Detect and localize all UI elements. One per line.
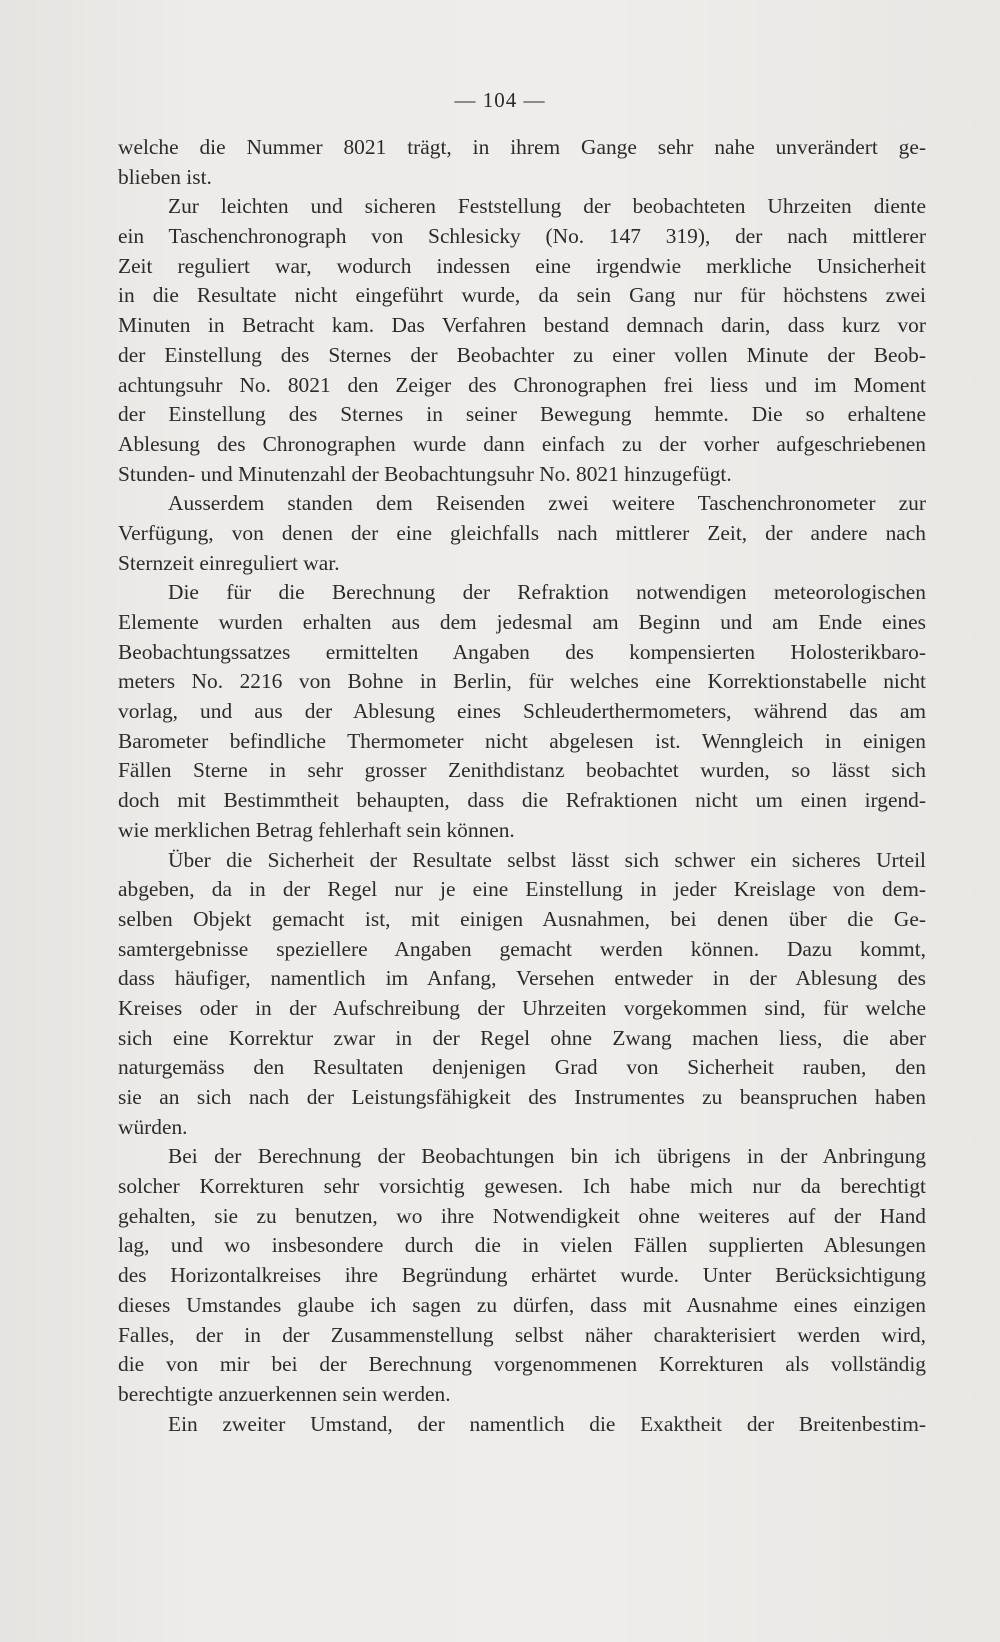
- text-line: Stunden- und Minutenzahl der Beobachtungsuhr No. 8021 hinzugefügt.: [118, 461, 732, 486]
- text-line: wie merklichen Betrag fehlerhaft sein können.: [118, 817, 515, 842]
- text-line: berechtigte anzuerkennen sein werden.: [118, 1381, 451, 1406]
- text-line: Bei der Berechnung der Beobachtungen bin ich übrigens in der Anbringung: [168, 1144, 926, 1169]
- text-line: selben Objekt gemacht ist, mit einigen Ausnahmen, bei denen über die Ge-: [118, 906, 926, 931]
- text-line: samtergebnisse speziellere Angaben gemacht werden können. Dazu kommt,: [118, 936, 926, 961]
- text-line: welche die Nummer 8021 trägt, in ihrem Gange sehr nahe unverändert ge-: [118, 135, 926, 159]
- text-line: achtungsuhr No. 8021 den Zeiger des Chronographen frei liess und im Moment: [118, 372, 926, 397]
- text-line: würden.: [118, 1114, 188, 1139]
- text-line: in die Resultate nicht eingeführt wurde, da sein Gang nur für höchstens zwei: [118, 283, 926, 308]
- text-line: meters No. 2216 von Bohne in Berlin, für welches eine Korrektionstabelle nicht: [118, 669, 926, 694]
- text-line: sie an sich nach der Leistungsfähigkeit des Instrumentes zu beanspruchen haben: [118, 1085, 926, 1109]
- text-line: lag, und wo insbesondere durch die in vielen Fällen supplierten Ablesungen: [118, 1233, 926, 1258]
- text-line: abgeben, da in der Regel nur je eine Einstellung in jeder Kreislage von dem-: [118, 877, 926, 902]
- text-line: Zeit reguliert war, wodurch indessen eine irgendwie merkliche Unsicherheit: [118, 253, 926, 278]
- text-line: naturgemäss den Resultaten denjenigen Grad von Sicherheit rauben, den: [118, 1055, 926, 1080]
- text-line: Die für die Berechnung der Refraktion notwendigen meteorologischen: [168, 580, 926, 605]
- text-line: Fällen Sterne in sehr grosser Zenithdistanz beobachtet wurden, so lässt sich: [118, 758, 926, 783]
- text-line: Falles, der in der Zusammenstellung selbst näher charakterisiert werden wird,: [118, 1322, 926, 1347]
- text-line: Elemente wurden erhalten aus dem jedesmal am Beginn und am Ende eines: [118, 610, 926, 634]
- text-line: Ein zweiter Umstand, der namentlich die Exaktheit der Breitenbestim-: [168, 1411, 926, 1436]
- text-line: Barometer befindliche Thermometer nicht abgelesen ist. Wenngleich in einigen: [118, 728, 926, 753]
- text-line: Beobachtungssatzes ermittelten Angaben des kompensierten Holosterikbaro-: [118, 639, 926, 664]
- text-line: des Horizontalkreises ihre Begründung erhärtet wurde. Unter Berücksichtigung: [118, 1263, 926, 1288]
- body-text: [118, 133, 926, 1439]
- text-line: Sternzeit einreguliert war.: [118, 550, 340, 575]
- text-line: ein Taschenchronograph von Schlesicky (No. 147 319), der nach mittlerer: [118, 224, 926, 249]
- text-line: der Einstellung des Sternes der Beobachter zu einer vollen Minute der Beob-: [118, 342, 926, 367]
- text-line: Ausserdem standen dem Reisenden zwei weitere Taschenchronometer zur: [168, 491, 926, 516]
- text-line: Über die Sicherheit der Resultate selbst lässt sich schwer ein sicheres Urteil: [168, 847, 926, 872]
- text-line: gehalten, sie zu benutzen, wo ihre Notwendigkeit ohne weiteres auf der Hand: [118, 1203, 926, 1228]
- text-line: dieses Umstandes glaube ich sagen zu dürfen, dass mit Ausnahme eines einzigen: [118, 1292, 926, 1317]
- text-line: Minuten in Betracht kam. Das Verfahren bestand demnach darin, dass kurz vor: [118, 313, 926, 338]
- text-line: Kreises oder in der Aufschreibung der Uhrzeiten vorgekommen sind, für welche: [118, 995, 926, 1020]
- page-number: — 104 —: [454, 88, 546, 112]
- text-line: der Einstellung des Sternes in seiner Bewegung hemmte. Die so erhaltene: [118, 402, 926, 427]
- text-line: solcher Korrekturen sehr vorsichtig gewesen. Ich habe mich nur da berechtigt: [118, 1174, 926, 1199]
- text-line: sich eine Korrektur zwar in der Regel ohne Zwang machen liess, die aber: [118, 1025, 926, 1050]
- text-line: blieben ist.: [118, 164, 212, 189]
- text-line: dass häufiger, namentlich im Anfang, Versehen entweder in der Ablesung des: [118, 966, 926, 991]
- text-line: Verfügung, von denen der eine gleichfalls nach mittlerer Zeit, der andere nach: [118, 520, 926, 545]
- text-line: doch mit Bestimmtheit behaupten, dass die Refraktionen nicht um einen irgend-: [118, 788, 926, 813]
- text-line: vorlag, und aus der Ablesung eines Schleuderthermometers, während das am: [118, 699, 926, 724]
- text-line: Ablesung des Chronographen wurde dann einfach zu der vorher aufgeschriebenen: [118, 431, 926, 456]
- text-line: Zur leichten und sicheren Feststellung der beobachteten Uhrzeiten diente: [168, 194, 926, 219]
- text-line: die von mir bei der Berechnung vorgenommenen Korrekturen als vollständig: [118, 1352, 926, 1377]
